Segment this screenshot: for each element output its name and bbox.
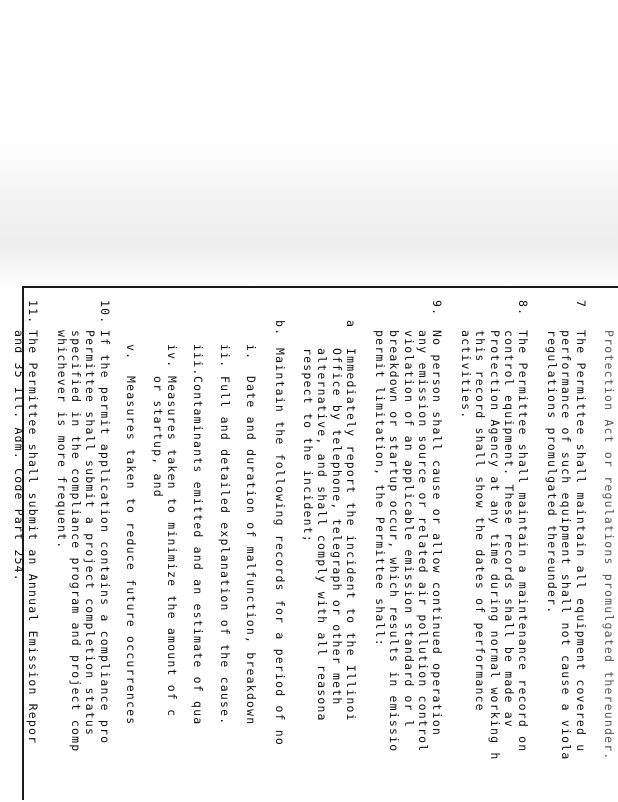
item-number: 9. bbox=[430, 300, 445, 317]
rotated-text-block bbox=[11, 292, 616, 802]
text-line: performance of such equipment shall not cause a viola bbox=[559, 330, 574, 761]
item-number: 8. bbox=[516, 300, 531, 317]
text-line: Office by telephone, telegraph or other meth bbox=[329, 348, 344, 706]
item-number: 11. bbox=[26, 300, 41, 325]
text-line: respect to the incident; bbox=[301, 348, 316, 543]
item-number: 10. bbox=[97, 300, 112, 325]
text-line: Protection Act or regulations promulgated thereunder. bbox=[602, 330, 616, 761]
text-line: breakdown or startup occur, which results in emissio bbox=[387, 330, 402, 753]
condition-7 bbox=[544, 300, 588, 802]
text-line: activities. bbox=[458, 330, 473, 420]
text-line: Maintain the following records for a period of no bbox=[272, 348, 287, 747]
text-line: or startup, and bbox=[150, 376, 165, 498]
condition-11 bbox=[11, 300, 41, 802]
condition-8 bbox=[458, 300, 531, 802]
text-line: regulations promulgated thereunder. bbox=[544, 330, 559, 615]
text-line: No person shall cause or allow continued operation bbox=[430, 330, 445, 737]
text-line: alternative, and shall comply with all reasona bbox=[315, 348, 330, 722]
item-number: iii. bbox=[191, 344, 206, 377]
text-line: Date and duration of malfunction, breakdown bbox=[244, 376, 259, 726]
text-line: The Permittee shall maintain all equipment covered u bbox=[573, 330, 588, 753]
record-item-v bbox=[124, 344, 139, 802]
text-line: violation of an applicable emission standard or l bbox=[401, 330, 416, 729]
text-line: Full and detailed explanation of the cause. bbox=[217, 376, 232, 726]
text-line: specified in the compliance program and project comp bbox=[69, 330, 84, 753]
item-number: a bbox=[344, 320, 359, 329]
condition-9b bbox=[272, 320, 287, 802]
text-line: and 35 Ill. Adm. Code Part 254. bbox=[11, 330, 26, 582]
record-item-i bbox=[244, 344, 259, 802]
text-line: If the permit application contains a compliance pro bbox=[97, 330, 112, 745]
item-number: ii. bbox=[217, 344, 232, 369]
text-line: Contaminants emitted and an estimate of qua bbox=[191, 376, 206, 726]
item-number: 7 bbox=[573, 300, 588, 309]
scanned-document-page bbox=[11, 292, 616, 800]
text-line: Measures taken to reduce future occurrences bbox=[124, 376, 139, 726]
record-item-iv bbox=[150, 344, 180, 802]
text-line: control equipment. These records shall be made av bbox=[501, 330, 516, 729]
record-item-iii bbox=[191, 344, 206, 802]
text-line: permit limitation, the Permittee shall: bbox=[372, 330, 387, 647]
text-line: whichever is more frequent. bbox=[54, 330, 69, 550]
text-line: Permittee shall submit a project completion status bbox=[83, 330, 98, 737]
text-line: any emission source or related air pollution control bbox=[415, 330, 430, 753]
text-line: The Permittee shall submit an Annual Emission Repor bbox=[26, 330, 41, 745]
text-line: The Permittee shall maintain a maintenance record on bbox=[516, 330, 531, 753]
item-number: i. bbox=[244, 344, 259, 361]
item-number: v. bbox=[124, 344, 139, 361]
scan-shading bbox=[0, 140, 618, 290]
condition-10 bbox=[54, 300, 112, 802]
condition-9 bbox=[372, 300, 445, 802]
item-number: iv. bbox=[165, 344, 180, 369]
text-line: Immediately report the incident to the Illinoi bbox=[344, 348, 359, 722]
text-line: Protection Agency at any time during normal working h bbox=[487, 330, 502, 761]
text-line: Measures taken to minimize the amount of c bbox=[165, 376, 180, 718]
record-item-ii bbox=[217, 344, 232, 802]
condition-9a bbox=[301, 320, 359, 802]
item-number: b. bbox=[272, 320, 287, 337]
text-line: this record shall show the dates of performance bbox=[473, 330, 488, 712]
page-edge-top bbox=[22, 286, 618, 288]
condition-6-tail bbox=[602, 330, 616, 802]
